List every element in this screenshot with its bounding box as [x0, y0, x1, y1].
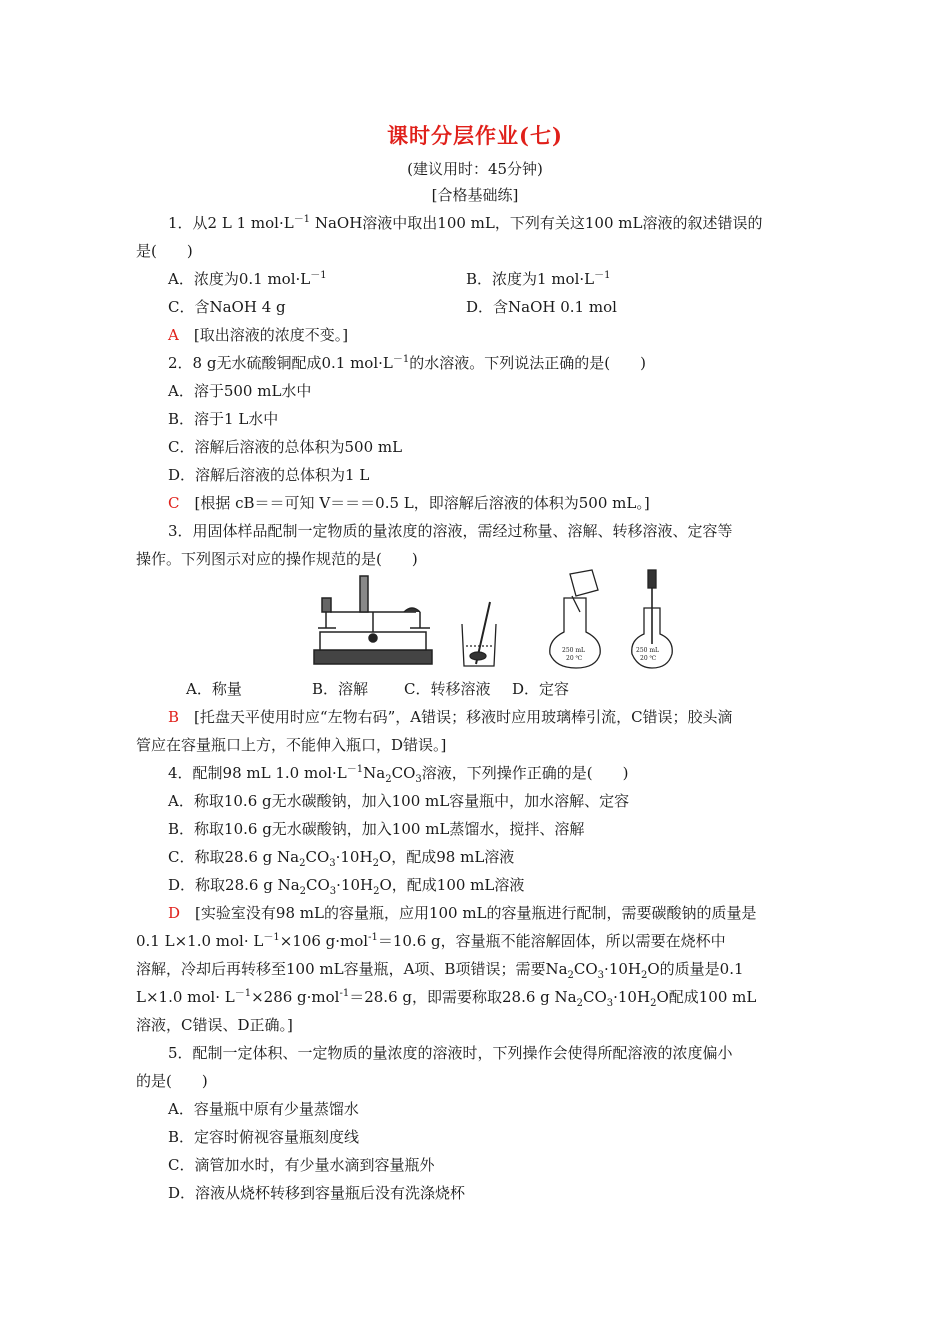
q4-answer: D [实验室没有98 mL的容量瓶，应用100 mL的容量瓶进行配制，需要碳酸钠的质量是 — [168, 904, 757, 922]
page-title: 课时分层作业(七) — [387, 123, 563, 148]
q3-caption-a: A．称量 — [186, 680, 242, 698]
q5-option-b: B．定容时俯视容量瓶刻度线 — [168, 1128, 360, 1146]
q3-answer: B [托盘天平使用时应“左物右码”，A错误；移液时应用玻璃棒引流，C错误；胶头滴 — [168, 708, 733, 726]
q1-option-a: A．浓度为0.1 $mol\cdot L^{-1}$ — [168, 270, 327, 288]
q4-option-a: A．称取10.6 g无水碳酸钠，加入100 mL容量瓶中，加水溶解、定容 — [168, 792, 630, 810]
q2-option-c: C．溶解后溶液的总体积为500 mL — [168, 438, 403, 456]
q4-option-b: B．称取10.6 g无水碳酸钠，加入100 mL蒸馏水，搅拌、溶解 — [168, 820, 585, 838]
flask-temp: 20 ℃ — [566, 655, 583, 662]
q4-option-d: D．称取28.6 g $Na_2CO_3\cdot 10H_2O$，配成100 mL溶液 — [168, 876, 525, 897]
q3-stem: 3．用固体样品配制一定物质的量浓度的溶液，需经过称量、溶解、转移溶液、定容等 — [168, 522, 733, 540]
subtitle: (建议用时：45分钟) — [407, 160, 543, 178]
q3-caption-c: C．转移溶液 — [404, 680, 491, 698]
answer-letter: C — [168, 494, 180, 512]
q5-option-d: D．溶液从烧杯转移到容量瓶后没有洗涤烧杯 — [168, 1184, 466, 1202]
q4-stem: 4．配制98 mL 1.0 $mol\cdot L^{-1}Na_2CO_3$溶液，下列操作正确的是( ) — [168, 764, 629, 785]
q1-stem: 1．从2 L 1 $mol\cdot L^{-1}$ NaOH溶液中取出100 mL，下列有关这100 mL溶液的叙述错误的 — [168, 214, 763, 232]
q5-option-a: A．容量瓶中原有少量蒸馏水 — [168, 1100, 359, 1118]
volumetric-flask-dropper-icon — [632, 570, 673, 668]
q5-stem: 5．配制一定体积、一定物质的量浓度的溶液时，下列操作会使得所配溶液的浓度偏小 — [168, 1044, 733, 1062]
answer-letter: A — [168, 326, 179, 344]
q4-answer-cont-2: 溶解，冷却后再转移至100 mL容量瓶，A项、B项错误；需要$Na_2CO_3\cdot 10H_2O$的质量是0.1 — [136, 960, 744, 981]
q2-stem: 2．8 g无水硫酸铜配成0.1 $mol\cdot L^{-1}$的水溶液。下列说法正确的是( ) — [168, 354, 646, 372]
balance-icon — [314, 576, 432, 664]
answer-letter: D — [168, 904, 181, 922]
q1-stem-cont: 是( ) — [136, 242, 193, 260]
answer-letter: B — [168, 708, 180, 726]
q2-option-b: B．溶于1 L水中 — [168, 410, 279, 428]
q4-answer-cont-3: L×1.0 $mol\cdot L^{-1}\times 286$ g·mol$^{-1}$＝28.6 g，即需要称取28.6 g $Na_2CO_3\cdot 10H_2O$配成100 mL — [136, 988, 757, 1009]
q1-answer: A [取出溶液的浓度不变。] — [168, 326, 349, 344]
q3-answer-cont: 管应在容量瓶口上方，不能伸入瓶口，D错误。] — [136, 736, 447, 754]
lab-operations-figure — [300, 568, 700, 672]
q3-stem-cont: 操作。下列图示对应的操作规范的是( ) — [136, 550, 418, 568]
q2-option-a: A．溶于500 mL水中 — [168, 382, 312, 400]
q3-caption-b: B．溶解 — [312, 680, 369, 698]
volumetric-flask-pouring-icon — [550, 570, 600, 668]
flask-label: 250 mL — [636, 647, 660, 654]
q3-caption-d: D．定容 — [512, 680, 570, 698]
flask-temp: 20 ℃ — [640, 655, 657, 662]
q1-option-b: B．浓度为1 $mol\cdot L^{-1}$ — [466, 270, 611, 288]
q1-option-c: C．含NaOH 4 g — [168, 298, 286, 316]
q1-option-d: D．含NaOH 0.1 mol — [466, 298, 617, 316]
q5-option-c: C．滴管加水时，有少量水滴到容量瓶外 — [168, 1156, 435, 1174]
beaker-icon — [462, 602, 496, 666]
q4-answer-cont-4: 溶液，C错误、D正确。] — [136, 1016, 293, 1034]
flask-label: 250 mL — [562, 647, 586, 654]
q4-answer-cont-1: 0.1 L×1.0 $mol\cdot L^{-1}\times 106$ g·mol$^{-1}$＝10.6 g，容量瓶不能溶解固体，所以需要在烧杯中 — [136, 932, 726, 950]
q5-stem-cont: 的是( ) — [136, 1072, 208, 1090]
q4-option-c: C．称取28.6 g $Na_2CO_3\cdot 10H_2O$，配成98 mL溶液 — [168, 848, 515, 869]
q2-answer: C [根据 cB＝＝可知 V＝＝＝0.5 L，即溶解后溶液的体积为500 mL。] — [168, 494, 650, 512]
section-heading: [合格基础练] — [431, 186, 519, 204]
q2-option-d: D．溶解后溶液的总体积为1 L — [168, 466, 370, 484]
